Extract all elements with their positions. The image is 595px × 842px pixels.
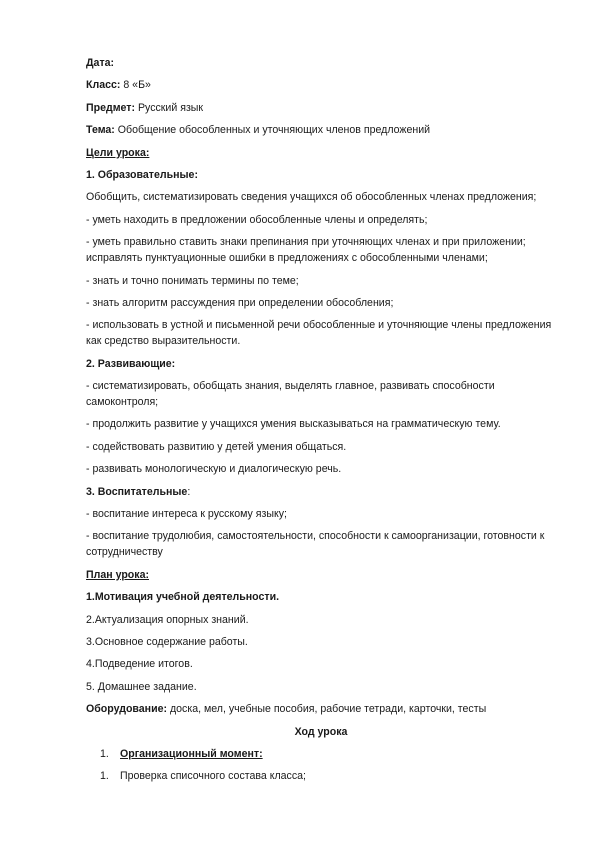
developing-goals-title: 2. Развивающие: (86, 357, 176, 370)
educational-goal-item: - использовать в устной и письменной речи обособленные и уточняющие члены предложения как средство выразительности. (86, 319, 552, 348)
class-label: Класс: (86, 79, 121, 92)
class-line (86, 77, 556, 93)
developing-goal-item: - систематизировать, обобщать знания, выделять главное, развивать способности самоконтроля; (86, 380, 495, 409)
upbringing-goals-title-suffix: : (187, 485, 191, 498)
lesson-course-item-text: Проверка списочного состава класса; (120, 770, 306, 783)
educational-goal-item: - знать алгоритм рассуждения при определении обособления; (86, 296, 394, 309)
developing-goal-item: - развивать монологическую и диалогическую речь. (86, 463, 342, 476)
educational-goal-item: Обобщить, систематизировать сведения учащихся об обособленных членах предложения; (86, 191, 537, 204)
educational-goal-item: - знать и точно понимать термины по теме; (86, 274, 299, 287)
upbringing-goals-title-line (86, 484, 556, 500)
educational-goals-title: 1. Образовательные: (86, 168, 198, 181)
lesson-course-item-text: Организационный момент: (120, 747, 263, 760)
developing-goal-item: - продолжить развитие у учащихся умения высказываться на грамматическую тему. (86, 418, 501, 431)
equipment-line (86, 701, 556, 717)
plan-item-first: 1.Мотивация учебной деятельности. (86, 591, 280, 604)
plan-heading: План урока: (86, 568, 149, 581)
topic-label: Тема: (86, 124, 115, 137)
lesson-course-item-number: 1. (100, 770, 109, 783)
topic-value: Обобщение обособленных и уточняющих членов предложений (114, 124, 431, 137)
plan-item: 5. Домашнее задание. (86, 680, 197, 693)
lesson-course-item (86, 746, 556, 762)
topic-line (86, 122, 556, 138)
plan-item: 3.Основное содержание работы. (86, 635, 248, 648)
lesson-course-item-number: 1. (100, 747, 109, 760)
subject-value: Русский язык (135, 101, 204, 114)
lesson-course-title: Ход урока (294, 725, 348, 738)
subject-label: Предмет: (86, 101, 136, 114)
upbringing-goal-item: - воспитание трудолюбия, самостоятельности, способности к самоорганизации, готовности к сотрудничеству (86, 530, 545, 559)
equipment-value: доска, мел, учебные пособия, рабочие тетради, карточки, тесты (167, 703, 487, 716)
plan-item: 2.Актуализация опорных знаний. (86, 613, 249, 626)
developing-goal-item: - содействовать развитию у детей умения общаться. (86, 440, 347, 453)
subject-line (86, 100, 556, 116)
lesson-plan-text (86, 55, 556, 791)
goals-heading: Цели урока: (86, 146, 150, 159)
date-line (86, 55, 556, 71)
upbringing-goal-item: - воспитание интереса к русскому языку; (86, 508, 287, 521)
educational-goal-item: - уметь находить в предложении обособленные члены и определять; (86, 213, 428, 226)
upbringing-goals-title: 3. Воспитательные (86, 485, 188, 498)
lesson-course-item (86, 768, 556, 784)
equipment-label: Оборудование: (86, 703, 168, 716)
date-label: Дата: (86, 57, 115, 69)
class-value: 8 «Б» (120, 79, 151, 92)
educational-goal-item: - уметь правильно ставить знаки препинания при уточняющих членах и при приложении; исправлять пунктуационные ошибки в предложениях с обособленными членами; (86, 236, 526, 265)
plan-item: 4.Подведение итогов. (86, 658, 193, 671)
